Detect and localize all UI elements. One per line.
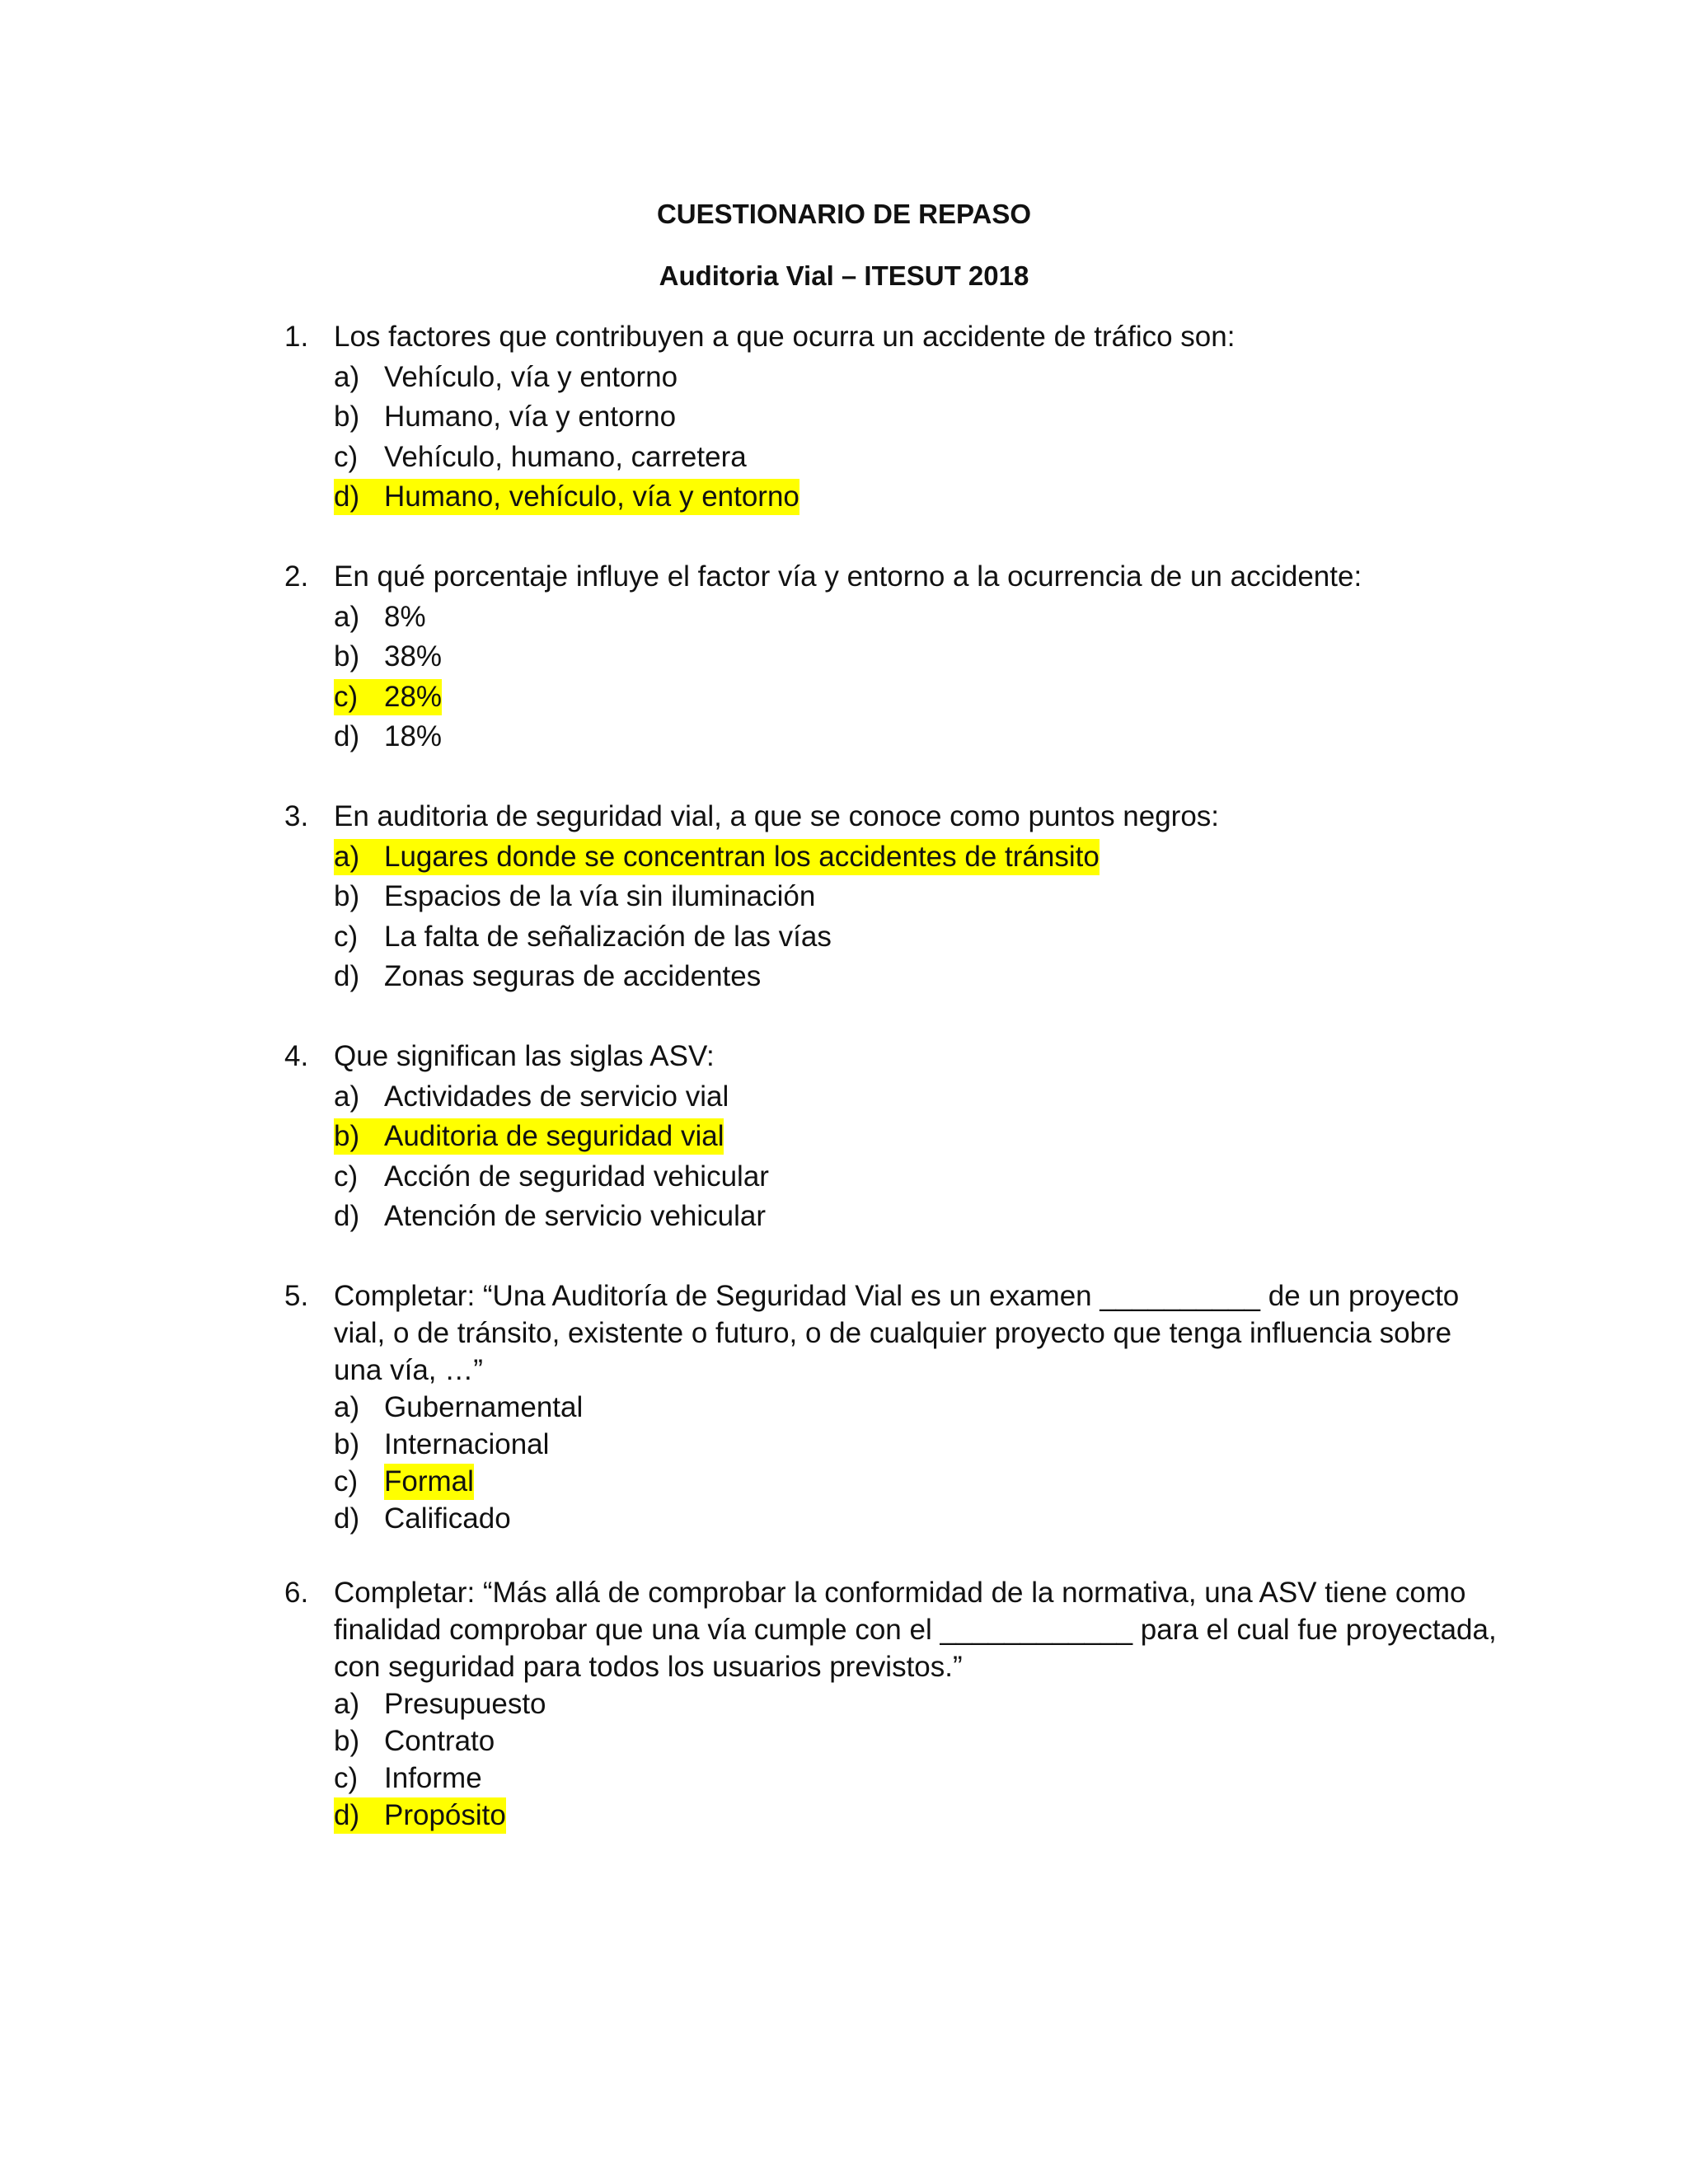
question-number: 6.	[284, 1577, 309, 1609]
option-a	[334, 599, 426, 635]
option-b	[334, 1427, 549, 1463]
question-number: 4.	[284, 1040, 309, 1072]
option-c-correct	[334, 679, 442, 715]
option-letter: a)	[334, 1080, 360, 1113]
option-b	[334, 879, 815, 915]
answer-highlight	[334, 839, 1100, 875]
option-text: Internacional	[384, 1428, 550, 1460]
option-a	[334, 359, 678, 396]
question-number: 5.	[284, 1280, 309, 1312]
option-text: La falta de señalización de las vías	[384, 921, 832, 953]
option-a	[334, 1390, 583, 1426]
option-letter: a)	[334, 361, 360, 393]
option-text: Propósito	[384, 1799, 506, 1831]
question-text-line-3: una vía, …”	[334, 1354, 483, 1386]
option-letter: a)	[334, 601, 360, 633]
option-letter: c)	[334, 1160, 359, 1193]
option-b	[334, 1723, 495, 1760]
option-text: 38%	[384, 640, 443, 673]
option-text: Lugares donde se concentran los accidentes de tránsito	[384, 841, 1100, 873]
option-letter: d)	[334, 1799, 360, 1831]
option-letter: d)	[334, 1502, 360, 1535]
option-text: Calificado	[384, 1502, 511, 1535]
option-c	[334, 439, 747, 476]
option-a	[334, 1686, 546, 1722]
option-letter: d)	[334, 720, 360, 752]
option-letter: c)	[334, 1762, 359, 1794]
option-b-correct	[334, 1118, 724, 1155]
option-text: Informe	[384, 1762, 482, 1794]
option-text: Acción de seguridad vehicular	[384, 1160, 769, 1193]
option-letter: b)	[334, 1120, 360, 1152]
option-letter: c)	[334, 921, 359, 953]
option-text: Zonas seguras de accidentes	[384, 960, 762, 992]
question-text: En auditoria de seguridad vial, a que se conoce como puntos negros:	[334, 800, 1220, 832]
option-text: Actividades de servicio vial	[384, 1080, 729, 1113]
answer-highlight	[334, 1797, 506, 1834]
question-text: Que significan las siglas ASV:	[334, 1040, 715, 1072]
question-text-line-2: vial, o de tránsito, existente o futuro, o de cualquier proyecto que tenga influencia sobre	[334, 1317, 1452, 1349]
question-text: En qué porcentaje influye el factor vía y entorno a la ocurrencia de un accidente:	[334, 560, 1362, 593]
option-text: Presupuesto	[384, 1688, 546, 1720]
question-number: 2.	[284, 560, 309, 593]
option-d	[334, 958, 761, 995]
question-text-line-2: finalidad comprobar que una vía cumple con el ____________ para el cual fue proyectada,	[334, 1614, 1497, 1646]
option-letter: a)	[334, 1391, 360, 1423]
document-title: CUESTIONARIO DE REPASO	[656, 199, 1032, 229]
option-text: 28%	[384, 681, 443, 713]
option-letter: b)	[334, 1428, 360, 1460]
option-a	[334, 1079, 729, 1115]
option-letter: a)	[334, 1688, 360, 1720]
option-text: Auditoria de seguridad vial	[384, 1120, 724, 1152]
option-text: Gubernamental	[384, 1391, 584, 1423]
document-subtitle: Auditoria Vial – ITESUT 2018	[659, 260, 1029, 291]
option-letter: b)	[334, 401, 360, 433]
option-text: Vehículo, humano, carretera	[384, 441, 747, 473]
question-number: 1.	[284, 321, 309, 353]
option-text: Atención de servicio vehicular	[384, 1200, 767, 1232]
option-letter: b)	[334, 1725, 360, 1757]
option-letter: c)	[334, 441, 359, 473]
option-c	[334, 919, 832, 955]
option-letter: b)	[334, 640, 360, 673]
option-letter: c)	[334, 1465, 359, 1497]
option-c	[334, 1159, 769, 1195]
option-b	[334, 639, 442, 675]
option-letter: a)	[334, 841, 360, 873]
option-d	[334, 1198, 766, 1235]
option-text: Espacios de la vía sin iluminación	[384, 880, 816, 912]
question-text-line-1: Completar: “Una Auditoría de Seguridad Vial es un examen __________ de un proyecto	[334, 1280, 1460, 1312]
option-text: 18%	[384, 720, 443, 752]
question-text-line-1: Completar: “Más allá de comprobar la conformidad de la normativa, una ASV tiene como	[334, 1577, 1466, 1609]
answer-highlight	[334, 679, 442, 715]
option-letter: d)	[334, 480, 360, 513]
option-text: Formal	[384, 1464, 474, 1500]
option-text: Humano, vía y entorno	[384, 401, 677, 433]
option-a-correct	[334, 839, 1100, 875]
question-text: Los factores que contribuyen a que ocurra un accidente de tráfico son:	[334, 321, 1236, 353]
question-number: 3.	[284, 800, 309, 832]
option-text: Contrato	[384, 1725, 495, 1757]
option-c	[334, 1760, 482, 1797]
option-text: Vehículo, vía y entorno	[384, 361, 678, 393]
option-d	[334, 719, 442, 755]
answer-highlight	[334, 479, 799, 515]
option-text: Humano, vehículo, vía y entorno	[384, 480, 799, 513]
option-letter: c)	[334, 681, 359, 713]
option-b	[334, 399, 676, 435]
option-letter: d)	[334, 960, 360, 992]
option-d-correct	[334, 1797, 506, 1834]
option-d	[334, 1501, 511, 1537]
option-d-correct	[334, 479, 799, 515]
option-text: 8%	[384, 601, 426, 633]
option-letter: d)	[334, 1200, 360, 1232]
question-text-line-3: con seguridad para todos los usuarios previstos.”	[334, 1651, 963, 1683]
answer-highlight	[334, 1118, 724, 1155]
option-c-correct	[334, 1464, 474, 1500]
option-letter: b)	[334, 880, 360, 912]
